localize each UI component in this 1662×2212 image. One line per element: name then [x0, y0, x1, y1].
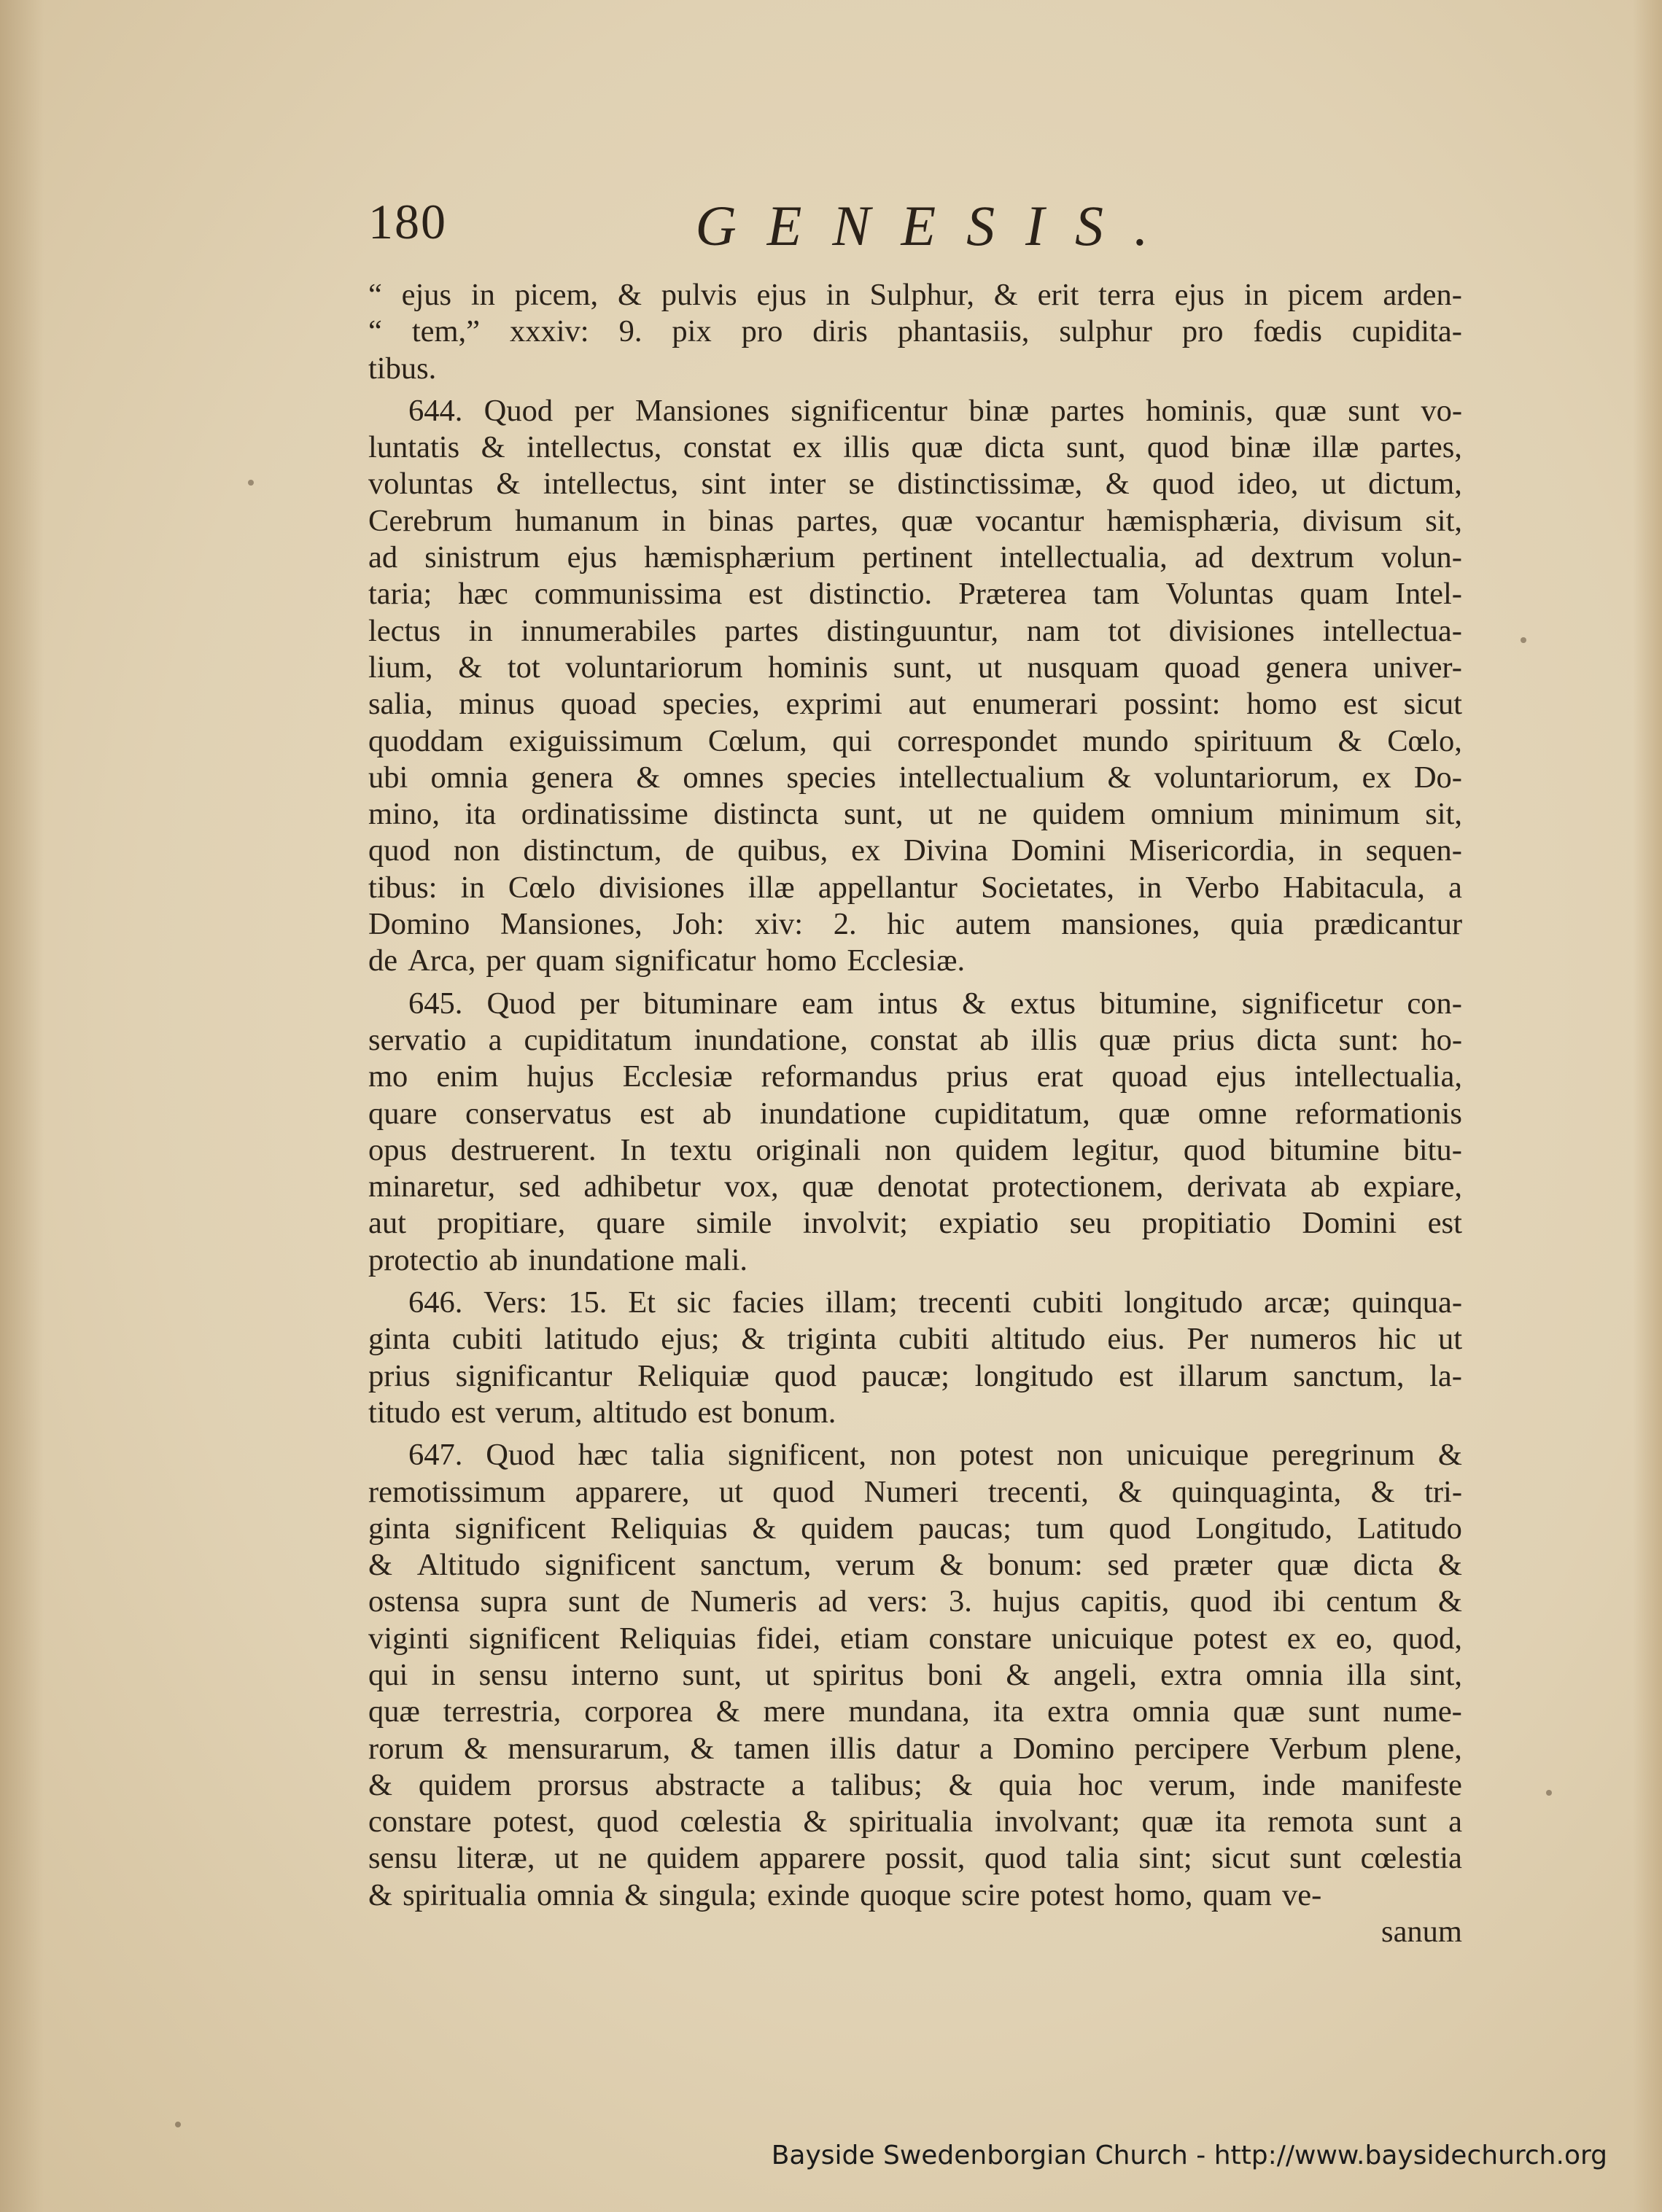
text-line: 644. Quod per Mansiones significentur binæ partes hominis, quæ sunt vo- — [408, 393, 1462, 428]
text-line: tibus. — [368, 351, 437, 386]
paper-blemish — [175, 2122, 181, 2127]
text-line: “ tem,” xxxiv: 9. pix pro diris phantasiis, sulphur pro fœdis cupidita- — [368, 314, 1462, 349]
paragraph-p643-cont — [368, 277, 1462, 387]
text-line: & Altitudo significent sanctum, verum & bonum: sed præter quæ dicta & — [368, 1548, 1462, 1583]
text-line: aut propitiare, quare simile involvit; expiatio seu propitiatio Domini est — [368, 1206, 1462, 1241]
text-line: remotissimum apparere, ut quod Numeri trecenti, & quinquaginta, & tri- — [368, 1474, 1462, 1509]
page-edge-shadow-left — [0, 0, 44, 2212]
text-line: ad sinistrum ejus hæmisphærium pertinent intellectualia, ad dextrum volun- — [368, 540, 1462, 575]
text-line: quæ terrestria, corporea & mere mundana, ita extra omnia quæ sunt nume- — [368, 1694, 1462, 1729]
page-number: 180 — [368, 194, 447, 249]
text-line: taria; hæc communissima est distinctio. Præterea tam Voluntas quam Intel- — [368, 577, 1462, 612]
paper-blemish — [1546, 1790, 1552, 1796]
text-line: tibus: in Cœlo divisiones illæ appellantur Societates, in Verbo Habitacula, a — [368, 870, 1462, 905]
text-line: opus destruerent. In textu originali non quidem legitur, quod bitumine bitu- — [368, 1132, 1462, 1167]
paragraph-p644 — [368, 393, 1462, 980]
catchword: sanum — [1381, 1915, 1462, 1950]
text-line: “ ejus in picem, & pulvis ejus in Sulphur, & erit terra ejus in picem arden- — [368, 278, 1462, 312]
paragraph-p646 — [368, 1285, 1462, 1431]
page-body-text — [368, 277, 1462, 1950]
paragraph-p645 — [368, 986, 1462, 1279]
text-line: constare potest, quod cœlestia & spiritualia involvant; quæ ita remota sunt a — [368, 1804, 1462, 1839]
text-line: quod non distinctum, de quibus, ex Divina Domini Misericordia, in sequen- — [368, 833, 1462, 868]
text-line: & spiritualia omnia & singula; exinde quoque scire potest homo, quam ve- — [368, 1877, 1322, 1912]
text-line: ubi omnia genera & omnes species intellectualium & voluntariorum, ex Do- — [368, 760, 1462, 795]
text-line: ginta cubiti latitudo ejus; & triginta cubiti altitudo eius. Per numeros hic ut — [368, 1322, 1462, 1357]
paper-blemish — [248, 480, 254, 486]
text-line: de Arca, per quam significatur homo Ecclesiæ. — [368, 943, 966, 978]
paper-blemish — [1521, 637, 1526, 643]
text-line: quoddam exiguissimum Cœlum, qui correspondet mundo spirituum & Cœlo, — [368, 723, 1462, 758]
text-line: Domino Mansiones, Joh: xiv: 2. hic autem mansiones, quia prædicantur — [368, 907, 1462, 942]
text-line: ostensa supra sunt de Numeris ad vers: 3. hujus capitis, quod ibi centum & — [368, 1584, 1462, 1619]
text-line: voluntas & intellectus, sint inter se distinctissimæ, & quod ideo, ut dictum, — [368, 467, 1462, 502]
text-line: servatio a cupiditatum inundatione, constat ab illis quæ prius dicta sunt: ho- — [368, 1022, 1462, 1057]
text-line: ginta significent Reliquias & quidem paucas; tum quod Longitudo, Latitudo — [368, 1511, 1462, 1546]
footer-caption: Bayside Swedenborgian Church - http://www.baysidechurch.org — [771, 2141, 1607, 2170]
page-edge-shadow-right — [1633, 0, 1662, 2212]
text-line: qui in sensu interno sunt, ut spiritus boni & angeli, extra omnia illa sint, — [368, 1657, 1462, 1692]
text-line: titudo est verum, altitudo est bonum. — [368, 1395, 836, 1430]
running-title: GENESIS. — [695, 194, 1179, 257]
text-line: prius significantur Reliquiæ quod paucæ; longitudo est illarum sanctum, la- — [368, 1358, 1462, 1393]
text-line: mino, ita ordinatissime distincta sunt, ut ne quidem omnium minimum sit, — [368, 797, 1462, 832]
text-line: lium, & tot voluntariorum hominis sunt, ut nusquam quoad genera univer- — [368, 650, 1462, 685]
text-line: Cerebrum humanum in binas partes, quæ vocantur hæmisphæria, divisum sit, — [368, 503, 1462, 538]
text-line: protectio ab inundatione mali. — [368, 1242, 748, 1277]
paragraph-p647 — [368, 1437, 1462, 1914]
text-line: quare conservatus est ab inundatione cupiditatum, quæ omne reformationis — [368, 1096, 1462, 1131]
text-line: minaretur, sed adhibetur vox, quæ denotat protectionem, derivata ab expiare, — [368, 1169, 1462, 1204]
text-line: & quidem prorsus abstracte a talibus; & quia hoc verum, inde manifeste — [368, 1767, 1462, 1802]
text-line: mo enim hujus Ecclesiæ reformandus prius erat quoad ejus intellectualia, — [368, 1059, 1462, 1094]
text-line: viginti significent Reliquias fidei, etiam constare unicuique potest ex eo, quod, — [368, 1621, 1462, 1656]
page-header — [368, 193, 1477, 257]
text-line: lectus in innumerabiles partes distinguuntur, nam tot divisiones intellectua- — [368, 613, 1462, 648]
text-line: luntatis & intellectus, constat ex illis quæ dicta sunt, quod binæ illæ partes, — [368, 430, 1462, 465]
text-line: 645. Quod per bituminare eam intus & extus bitumine, significetur con- — [408, 986, 1462, 1021]
text-line: rorum & mensurarum, & tamen illis datur a Domino percipere Verbum plene, — [368, 1731, 1462, 1766]
text-line: sensu literæ, ut ne quidem apparere possit, quod talia sint; sicut sunt cœlestia — [368, 1841, 1462, 1876]
text-line: 646. Vers: 15. Et sic facies illam; trecenti cubiti longitudo arcæ; quinqua- — [408, 1285, 1462, 1320]
text-line: salia, minus quoad species, exprimi aut enumerari possint: homo est sicut — [368, 687, 1462, 722]
text-line: 647. Quod hæc talia significent, non potest non unicuique peregrinum & — [408, 1438, 1462, 1473]
